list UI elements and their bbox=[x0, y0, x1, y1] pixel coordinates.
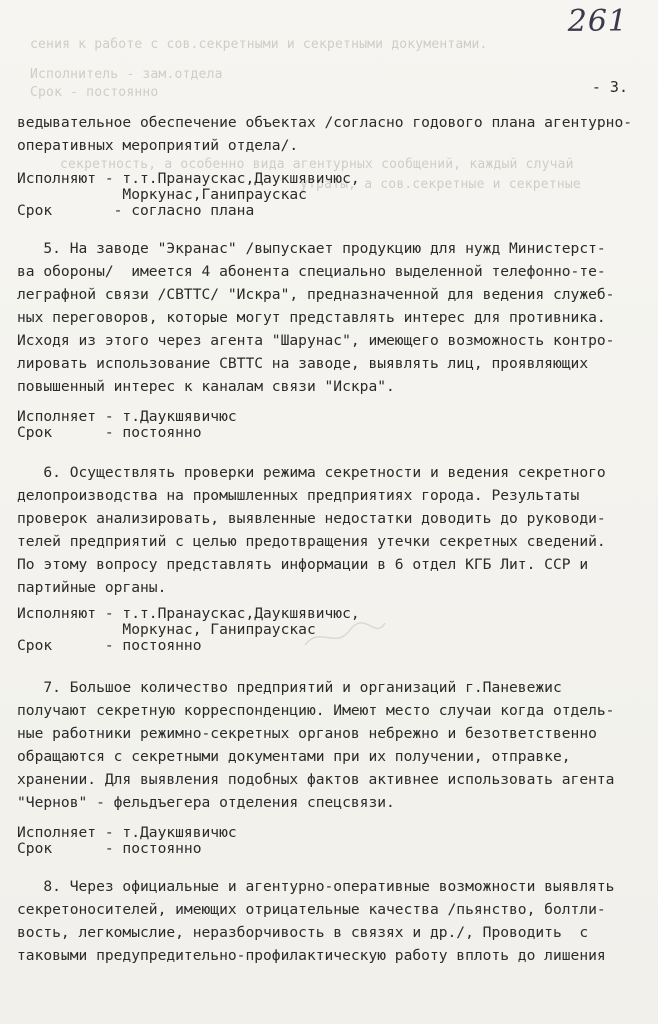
text-line: Исходя из этого через агента "Шарунас", имеющего возможность контро- bbox=[17, 332, 615, 349]
text-line: ва обороны/ имеется 4 абонента специально выделенной телефонно-те- bbox=[17, 263, 606, 280]
text-line: ные работники режимно-секретных органов небрежно и безответственно bbox=[17, 725, 597, 742]
bleed-line: Срок - постоянно bbox=[30, 85, 159, 100]
executor-line: Исполняют - т.т.Пранаускас,Даукшявичюс, bbox=[17, 170, 360, 187]
text-line: "Чернов" - фельдъегера отделения спецсвязи. bbox=[17, 794, 395, 811]
executor-line: Исполняют - т.т.Пранаускас,Даукшявичюс, bbox=[17, 605, 360, 622]
bleed-line: утраты, а сов.секретные и секретные bbox=[300, 177, 581, 192]
page-number: - 3. bbox=[591, 78, 628, 96]
text-line: 7. Большое количество предприятий и организаций г.Паневежис bbox=[17, 679, 562, 696]
text-line: вость, легкомыслие, неразборчивость в связях и др./, Проводить с bbox=[17, 924, 589, 941]
text-line: 6. Осуществлять проверки режима секретности и ведения секретного bbox=[17, 464, 606, 481]
executor-line: Моркунас,Ганипраускас bbox=[17, 186, 307, 203]
deadline-line: Срок - согласно плана bbox=[17, 202, 255, 219]
bleed-line: секретность, а особенно вида агентурных сообщений, каждый случай bbox=[60, 157, 574, 172]
archive-page-number: 261 bbox=[567, 4, 628, 39]
text-line: таковыми предупредительно-профилактическую работу вплоть до лишения bbox=[17, 947, 606, 964]
text-line: секретоносителей, имеющих отрицательные качества /пьянство, болтли- bbox=[17, 901, 606, 918]
text-line: телей предприятий с целью предотвращения утечки секретных сведений. bbox=[17, 533, 606, 550]
text-line: делопроизводства на промышленных предприятиях города. Результаты bbox=[17, 487, 580, 504]
bleed-signature-mark bbox=[300, 615, 390, 655]
text-line: обращаются с секретными документами при их получении, отправке, bbox=[17, 748, 571, 765]
executor-line: Исполняет - т.Даукшявичюс bbox=[17, 408, 237, 425]
text-line: леграфной связи /СВТТС/ "Искра", предназначенной для ведения служеб- bbox=[17, 286, 615, 303]
executor-line: Исполняет - т.Даукшявичюс bbox=[17, 824, 237, 841]
executor-line: Моркунас, Ганипраускас bbox=[17, 621, 316, 638]
text-line: 8. Через официальные и агентурно-оперативные возможности выявлять bbox=[17, 878, 615, 895]
text-line: 5. На заводе "Экранас" /выпускает продукцию для нужд Министерст- bbox=[17, 240, 606, 257]
text-line: проверок анализировать, выявленные недостатки доводить до руководи- bbox=[17, 510, 606, 527]
deadline-line: Срок - постоянно bbox=[17, 637, 202, 654]
text-line: получают секретную корреспонденцию. Имеют место случаи когда отдель- bbox=[17, 702, 615, 719]
deadline-line: Срок - постоянно bbox=[17, 840, 202, 857]
text-line: лировать использование СВТТС на заводе, выявлять лиц, проявляющих bbox=[17, 355, 589, 372]
bleed-line: Исполнитель - зам.отдела bbox=[30, 67, 223, 82]
bleed-line: сения к работе с сов.секретными и секретными документами. bbox=[30, 37, 488, 52]
text-line: ных переговоров, которые могут представлять интерес для противника. bbox=[17, 309, 606, 326]
text-line: оперативных мероприятий отдела/. bbox=[17, 137, 299, 154]
deadline-line: Срок - постоянно bbox=[17, 424, 202, 441]
text-line: ведывательное обеспечение объектах /согласно годового плана агентурно- bbox=[17, 114, 633, 131]
text-line: повышенный интерес к каналам связи "Искра". bbox=[17, 378, 395, 395]
text-line: По этому вопросу представлять информации в 6 отдел КГБ Лит. ССР и bbox=[17, 556, 589, 573]
text-line: хранении. Для выявления подобных фактов активнее использовать агента bbox=[17, 771, 615, 788]
text-line: партийные органы. bbox=[17, 579, 167, 596]
